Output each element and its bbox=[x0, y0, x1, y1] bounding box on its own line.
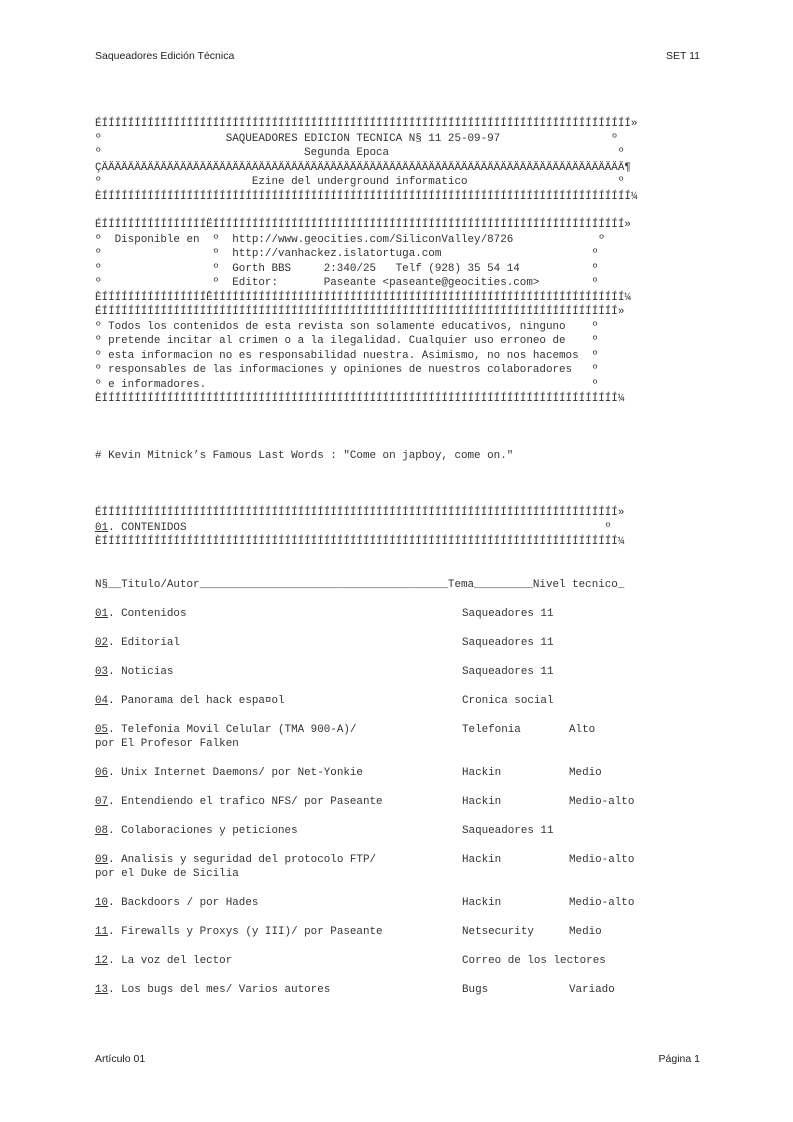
toc-nivel: Variado bbox=[569, 984, 615, 996]
section-number: 01 bbox=[95, 521, 109, 534]
toc-nivel: Medio-alto bbox=[569, 897, 635, 909]
toc-tema: Hackin bbox=[462, 854, 502, 866]
toc-number: 11 bbox=[95, 926, 109, 938]
section-box bbox=[95, 506, 695, 550]
section-title: . CONTENIDOS º bbox=[108, 521, 612, 534]
page-header bbox=[95, 50, 700, 62]
footer-page-number: Página 1 bbox=[658, 1053, 700, 1065]
info-box-line: º º Gorth BBS 2:340/25 Telf (928) 35 54 14 º bbox=[95, 262, 599, 275]
info-box-line: º º Editor: Paseante <paseante@geocities.com> º bbox=[95, 277, 599, 289]
toc-nivel: Medio-alto bbox=[569, 796, 635, 808]
toc-tema: Saqueadores 11 bbox=[462, 637, 554, 649]
section-box-top: ÉÍÍÍÍÍÍÍÍÍÍÍÍÍÍÍÍÍÍÍÍÍÍÍÍÍÍÍÍÍÍÍÍÍÍÍÍÍÍÍÍÍÍÍÍÍÍÍÍÍÍÍÍÍÍÍÍÍÍÍÍÍÍÍÍÍÍÍÍÍÍÍÍÍÍÍÍÍÍÍ» bbox=[95, 507, 625, 519]
info-box-line: º pretende incitar al crimen o a la ilegalidad. Cualquier uso erroneo de º bbox=[95, 335, 599, 347]
title-box-line: º Ezine del underground informatico º bbox=[95, 176, 625, 188]
title-box-line: ÉÍÍÍÍÍÍÍÍÍÍÍÍÍÍÍÍÍÍÍÍÍÍÍÍÍÍÍÍÍÍÍÍÍÍÍÍÍÍÍÍÍÍÍÍÍÍÍÍÍÍÍÍÍÍÍÍÍÍÍÍÍÍÍÍÍÍÍÍÍÍÍÍÍÍÍÍÍÍÍÍÍ» bbox=[95, 118, 638, 130]
toc-number: 09 bbox=[95, 854, 109, 866]
toc-title: . Colaboraciones y peticiones bbox=[108, 825, 298, 837]
toc-title: . Panorama del hack espa¤ol bbox=[108, 695, 285, 707]
toc-title: . Entendiendo el trafico NFS/ por Paseante bbox=[108, 796, 383, 808]
toc-tema: Bugs bbox=[462, 984, 489, 996]
toc-number: 05 bbox=[95, 724, 109, 736]
table-header-text: N§__Titulo/Autor______________________________________Tema_________Nivel tecnico_ bbox=[95, 579, 625, 591]
toc-title: . Unix Internet Daemons/ por Net-Yonkie bbox=[108, 767, 363, 779]
toc-tema: Cronica social bbox=[462, 695, 554, 707]
toc-nivel: Medio bbox=[569, 767, 602, 779]
toc-tema: Hackin bbox=[462, 796, 502, 808]
toc-number: 10 bbox=[95, 897, 109, 909]
title-box bbox=[95, 117, 695, 204]
toc-title: . Telefonia Movil Celular (TMA 900-A)/ bbox=[108, 724, 357, 736]
toc-tema: Correo de los lectores bbox=[462, 955, 606, 967]
header-publication: Saqueadores Edición Técnica bbox=[95, 50, 235, 62]
toc-title: . Contenidos bbox=[108, 608, 187, 620]
table-header bbox=[95, 578, 695, 593]
page-footer bbox=[95, 1053, 700, 1065]
toc-number: 13 bbox=[95, 984, 109, 996]
toc-tema: Hackin bbox=[462, 897, 502, 909]
title-box-line: º SAQUEADORES EDICION TECNICA N§ 11 25-09-97 º bbox=[95, 132, 618, 145]
title-box-line: º Segunda Epoca º bbox=[95, 147, 625, 159]
toc-number: 08 bbox=[95, 825, 109, 837]
toc-title-continuation: por El Profesor Falken bbox=[95, 738, 239, 750]
info-box-line: ÉÍÍÍÍÍÍÍÍÍÍÍÍÍÍÍÍËÍÍÍÍÍÍÍÍÍÍÍÍÍÍÍÍÍÍÍÍÍÍÍÍÍÍÍÍÍÍÍÍÍÍÍÍÍÍÍÍÍÍÍÍÍÍÍÍÍÍÍÍÍÍÍÍÍÍÍÍÍÍÍ» bbox=[95, 219, 631, 231]
toc-title: . Noticias bbox=[108, 666, 174, 678]
toc-number: 12 bbox=[95, 955, 109, 967]
toc-title: . La voz del lector bbox=[108, 955, 233, 967]
toc-nivel: Alto bbox=[569, 724, 596, 736]
toc-nivel: Medio bbox=[569, 926, 602, 938]
info-box-line: º e informadores. º bbox=[95, 378, 599, 391]
toc-tema: Hackin bbox=[462, 767, 502, 779]
toc-number: 01 bbox=[95, 608, 109, 620]
title-box-line: ÈÍÍÍÍÍÍÍÍÍÍÍÍÍÍÍÍÍÍÍÍÍÍÍÍÍÍÍÍÍÍÍÍÍÍÍÍÍÍÍÍÍÍÍÍÍÍÍÍÍÍÍÍÍÍÍÍÍÍÍÍÍÍÍÍÍÍÍÍÍÍÍÍÍÍÍÍÍÍÍÍÍ¼ bbox=[95, 190, 638, 203]
toc-number: 07 bbox=[95, 796, 109, 808]
info-box-line: º Disponible en º http://www.geocities.com/SiliconValley/8726 º bbox=[95, 233, 605, 246]
toc-nivel: Medio-alto bbox=[569, 854, 635, 866]
toc-tema: Saqueadores 11 bbox=[462, 666, 554, 678]
toc-title: . Backdoors / por Hades bbox=[108, 897, 259, 909]
header-issue: SET 11 bbox=[665, 50, 700, 62]
info-box-line: ÉÍÍÍÍÍÍÍÍÍÍÍÍÍÍÍÍÍÍÍÍÍÍÍÍÍÍÍÍÍÍÍÍÍÍÍÍÍÍÍÍÍÍÍÍÍÍÍÍÍÍÍÍÍÍÍÍÍÍÍÍÍÍÍÍÍÍÍÍÍÍÍÍÍÍÍÍÍÍÍ» bbox=[95, 306, 625, 318]
toc-number: 04 bbox=[95, 695, 109, 707]
toc-number: 03 bbox=[95, 666, 109, 678]
info-box-line: º Todos los contenidos de esta revista son solamente educativos, ninguno º bbox=[95, 320, 599, 333]
info-box-line: ÈÍÍÍÍÍÍÍÍÍÍÍÍÍÍÍÍÊÍÍÍÍÍÍÍÍÍÍÍÍÍÍÍÍÍÍÍÍÍÍÍÍÍÍÍÍÍÍÍÍÍÍÍÍÍÍÍÍÍÍÍÍÍÍÍÍÍÍÍÍÍÍÍÍÍÍÍÍÍÍÍ¼ bbox=[95, 291, 631, 304]
toc-tema: Telefonia bbox=[462, 724, 521, 736]
toc-title-continuation: por el Duke de Sicilia bbox=[95, 868, 239, 880]
section-box-bottom: ÈÍÍÍÍÍÍÍÍÍÍÍÍÍÍÍÍÍÍÍÍÍÍÍÍÍÍÍÍÍÍÍÍÍÍÍÍÍÍÍÍÍÍÍÍÍÍÍÍÍÍÍÍÍÍÍÍÍÍÍÍÍÍÍÍÍÍÍÍÍÍÍÍÍÍÍÍÍÍÍ¼ bbox=[95, 536, 625, 548]
footer-article: Artículo 01 bbox=[95, 1053, 146, 1065]
quote-text: # Kevin Mitnick’s Famous Last Words : "Come on japboy, come on." bbox=[95, 450, 514, 462]
toc-title: . Analisis y seguridad del protocolo FTP/ bbox=[108, 854, 377, 866]
toc-number: 06 bbox=[95, 767, 109, 779]
quote bbox=[95, 449, 695, 464]
info-box-line: ÈÍÍÍÍÍÍÍÍÍÍÍÍÍÍÍÍÍÍÍÍÍÍÍÍÍÍÍÍÍÍÍÍÍÍÍÍÍÍÍÍÍÍÍÍÍÍÍÍÍÍÍÍÍÍÍÍÍÍÍÍÍÍÍÍÍÍÍÍÍÍÍÍÍÍÍÍÍÍÍ¼ bbox=[95, 393, 625, 405]
info-box-line: º º http://vanhackez.islatortuga.com º bbox=[95, 248, 599, 260]
toc-title: . Firewalls y Proxys (y III)/ por Paseante bbox=[108, 926, 383, 938]
info-box bbox=[95, 218, 695, 407]
toc-title: . Los bugs del mes/ Varios autores bbox=[108, 984, 331, 996]
toc-number: 02 bbox=[95, 637, 109, 649]
info-box-line: º esta informacion no es responsabilidad nuestra. Asimismo, no nos hacemos º bbox=[95, 349, 599, 362]
toc-tema: Saqueadores 11 bbox=[462, 608, 554, 620]
title-box-line: ÇÄÄÄÄÄÄÄÄÄÄÄÄÄÄÄÄÄÄÄÄÄÄÄÄÄÄÄÄÄÄÄÄÄÄÄÄÄÄÄÄÄÄÄÄÄÄÄÄÄÄÄÄÄÄÄÄÄÄÄÄÄÄÄÄÄÄÄÄÄÄÄÄÄÄÄÄÄÄÄÄ¶ bbox=[95, 161, 631, 174]
toc-tema: Saqueadores 11 bbox=[462, 825, 554, 837]
info-box-line: º responsables de las informaciones y opiniones de nuestros colaboradores º bbox=[95, 364, 599, 376]
toc-tema: Netsecurity bbox=[462, 926, 534, 938]
toc-title: . Editorial bbox=[108, 637, 180, 649]
